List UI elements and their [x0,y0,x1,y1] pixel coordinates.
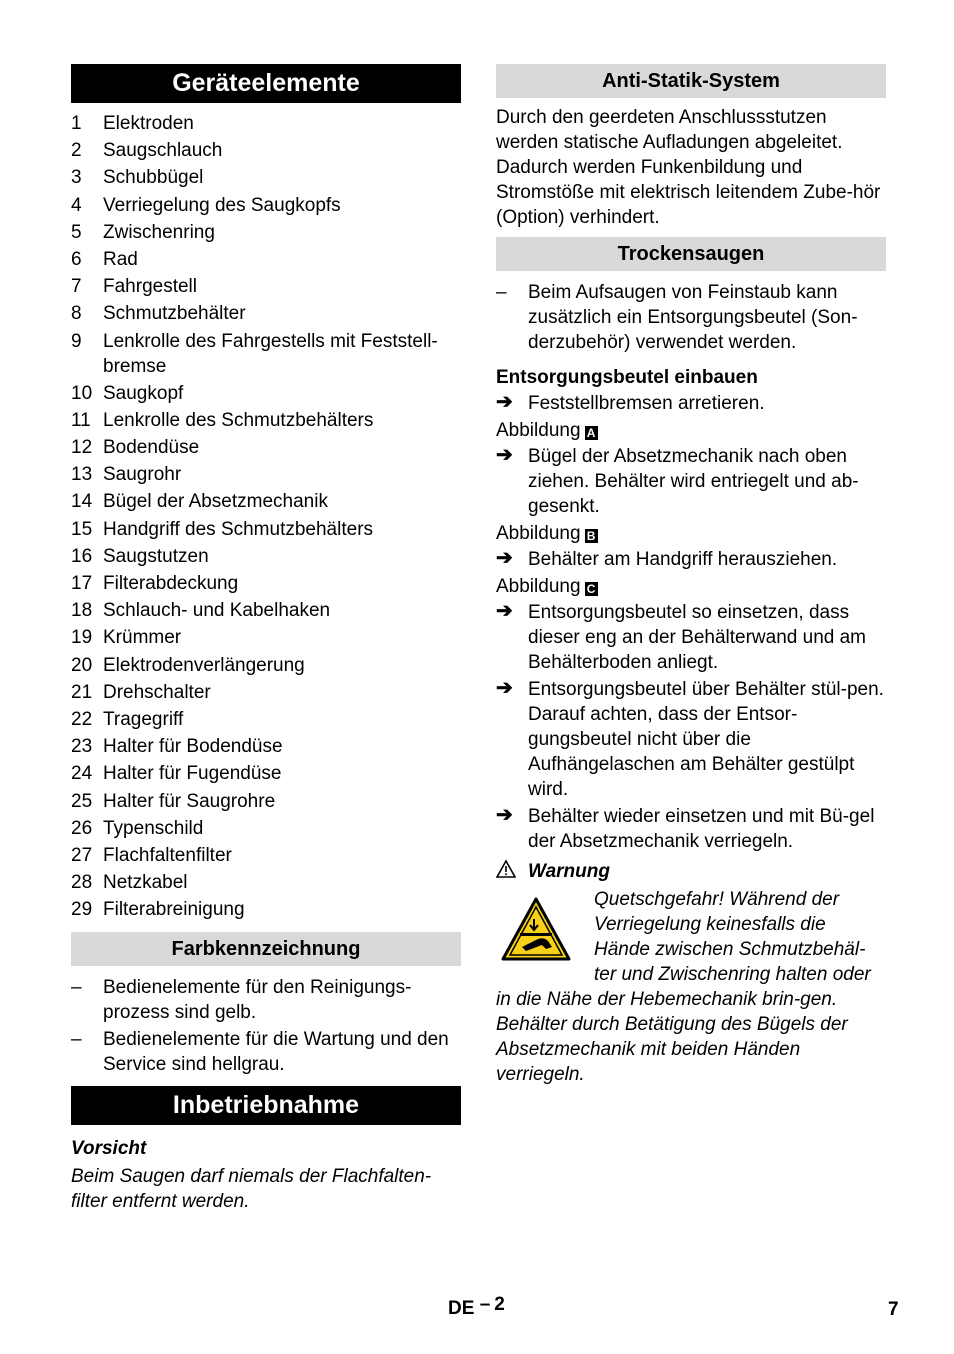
list-item-text: Zwischenring [103,221,215,243]
list-item [71,870,461,895]
figure-letter-a: A [585,426,598,440]
list-item-text: Lenkrolle des Schmutzbehälters [103,409,374,431]
list-item [71,301,461,326]
list-item [71,734,461,759]
list-item-number: 6 [71,248,82,270]
arrow-right-icon: ➔ [496,391,513,413]
heading-geraeteelemente: Geräteelemente [71,64,461,103]
left-column [71,64,461,1214]
figure-ref-c: Abbildung C [496,574,886,599]
list-item-number: 16 [71,545,93,567]
list-item-text: Saugkopf [103,382,184,404]
list-item [71,489,461,514]
warning-triangle-icon [496,859,516,886]
list-item-number: 18 [71,600,93,622]
list-item [71,111,461,136]
list-item [71,680,461,705]
step-3: ➔ Behälter am Handgriff herausziehen. [496,547,838,570]
arrow-right-icon: ➔ [496,547,513,569]
list-item [71,462,461,487]
list-item [71,789,461,814]
step-6: ➔ Behälter wieder einsetzen und mit Bü-gel der Absetzmechanik verriegeln. [496,804,875,852]
step-4: ➔ Entsorgungsbeutel so einsetzen, dass dieser eng an der Behälterwand und am Behälterboden anliegt. [496,600,867,673]
list-item [71,598,461,623]
hand-crush-warning-icon [500,895,572,967]
list-item [71,625,461,650]
heading-trockensaugen: Trockensaugen [496,237,886,271]
list-item [71,761,461,786]
step-2: ➔ Bügel der Absetzmechanik nach oben ziehen. Behälter wird entriegelt und ab-gesenkt. [496,444,859,517]
list-item [71,220,461,245]
list-item-text: Saugrohr [103,464,182,486]
list-item-number: 11 [71,409,91,431]
caution-title: Vorsicht [71,1138,147,1160]
list-item [71,816,461,841]
list-item [71,329,461,379]
list-item-number: 3 [71,167,82,189]
list-item-number: 22 [71,708,93,730]
right-column [496,64,886,1087]
list-item [71,193,461,218]
list-item [71,517,461,542]
heading-anti-statik: Anti-Statik-System [496,64,886,98]
subheading-entsorgungsbeutel: Entsorgungsbeutel einbauen [496,367,758,388]
caution-text: Beim Saugen darf niemals der Flachfalten-filter entfernt werden. [71,1166,432,1213]
list-item [71,707,461,732]
list-item-number: 19 [71,627,93,649]
list-item-number: 29 [71,899,93,921]
figure-letter-c: C [585,582,598,596]
list-item [71,435,461,460]
list-item-number: 24 [71,763,93,785]
list-item-number: 14 [71,491,93,513]
list-item-number: 28 [71,872,93,894]
list-item-text: Saugschlauch [103,140,223,162]
color-item-1: – Bedienelemente für den Reinigungs-prozess sind gelb. [71,977,412,1024]
list-item-text: Schubbügel [103,167,204,189]
list-item-number: 9 [71,330,82,352]
arrow-right-icon: ➔ [496,677,513,699]
list-item-number: 10 [71,382,93,404]
list-item-number: 17 [71,573,93,594]
list-item-text: Drehschalter [103,681,211,703]
list-item-number: 13 [71,464,93,486]
warning-block [496,887,886,1087]
list-item-text: Schmutzbehälter [103,303,246,325]
list-item [71,274,461,299]
heading-farbkennzeichnung: Farbkennzeichnung [71,932,461,966]
list-item-text: Halter für Fugendüse [103,763,282,785]
list-item [71,247,461,272]
list-item-text: Flachfaltenfilter [103,844,232,866]
list-item-text: Verriegelung des Saugkopfs [103,194,341,216]
footer-page-sub: 2 [494,1294,505,1315]
list-item-number: 21 [71,681,93,703]
list-item-text: Halter für Bodendüse [103,736,283,758]
list-item-text: Netzkabel [103,872,188,894]
list-item-text: Lenkrolle des Fahrgestells mit Feststell-bremse [103,330,438,377]
list-item [71,381,461,406]
list-item-text: Bügel der Absetzmechanik [103,491,328,513]
list-item-text: Tragegriff [103,708,184,730]
list-item-text: Halter für Saugrohre [103,790,276,812]
list-item-text: Bodendüse [103,437,200,459]
step-5: ➔ Entsorgungsbeutel über Behälter stül-pen. Darauf achten, dass der Entsor-gungsbeutel nicht über die Aufhängelaschen am Behälter gestülpt wird. [496,677,884,800]
list-item-text: Handgriff des Schmutzbehälters [103,518,374,540]
list-item-text: Fahrgestell [103,276,197,298]
list-item-text: Rad [103,248,138,270]
list-item-number: 23 [71,736,93,758]
list-item-number: 26 [71,817,93,839]
heading-inbetriebnahme: Inbetriebnahme [71,1086,461,1125]
footer-language: DE – 2 [448,1294,505,1319]
list-item-text: Filterabreinigung [103,899,245,921]
list-item-number: 25 [71,790,93,812]
list-item [71,653,461,678]
antistatic-text: Durch den geerdeten Anschlussstutzen werden statische Aufladungen abgeleitet. Dadurch werden Funkenbildung und Stromstöße mit elektrisch leitendem Zube-hör (Option) verhindert. [496,107,881,228]
list-item [71,544,461,569]
list-item-text: Saugstutzen [103,545,209,567]
warning-text: Quetschgefahr! Während der Verriegelung keinesfalls die Hände zwischen Schmutzbehäl-ter und Zwischenring halten oder in die Nähe der Hebemechanik brin-gen. Behälter durch Betätigung des Bügels der Absetzmechanik mit beiden Händen verriegeln. [496,889,871,1085]
arrow-right-icon: ➔ [496,444,513,466]
color-item-2: – Bedienelemente für die Wartung und den Service sind hellgrau. [71,1029,449,1076]
list-item-text: Filterabdeckung [103,573,239,594]
arrow-right-icon: ➔ [496,600,513,622]
list-item-number: 5 [71,221,82,243]
figure-ref-a: Abbildung A [496,418,886,443]
list-item-number: 20 [71,654,93,676]
list-item-text: Schlauch- und Kabelhaken [103,600,331,622]
list-item [71,571,461,596]
list-item-text: Krümmer [103,627,182,649]
list-item-text: Elektrodenverlängerung [103,654,305,676]
footer-page-number: 7 [888,1299,899,1320]
list-item-number: 27 [71,844,93,866]
elements-list [71,111,461,922]
list-item-number: 15 [71,518,93,540]
list-item [71,138,461,163]
list-item [71,897,461,922]
list-item-number: 2 [71,140,82,162]
list-item-number: 8 [71,303,82,325]
list-item-number: 7 [71,276,82,298]
arrow-right-icon: ➔ [496,804,513,826]
dry-item-1: – Beim Aufsaugen von Feinstaub kann zusätzlich ein Entsorgungsbeutel (Son-derzubehör) verwendet werden. [496,282,858,353]
warning-title: Warnung [496,859,886,884]
list-item [71,843,461,868]
list-item-text: Typenschild [103,817,204,839]
step-1: ➔ Feststellbremsen arretieren. [496,391,765,414]
list-item [71,165,461,190]
figure-letter-b: B [585,529,598,543]
list-item-number: 4 [71,194,82,216]
figure-ref-b: Abbildung B [496,521,886,546]
list-item [71,408,461,433]
list-item-text: Elektroden [103,113,194,134]
list-item-number: 1 [71,113,82,134]
list-item-number: 12 [71,437,93,459]
